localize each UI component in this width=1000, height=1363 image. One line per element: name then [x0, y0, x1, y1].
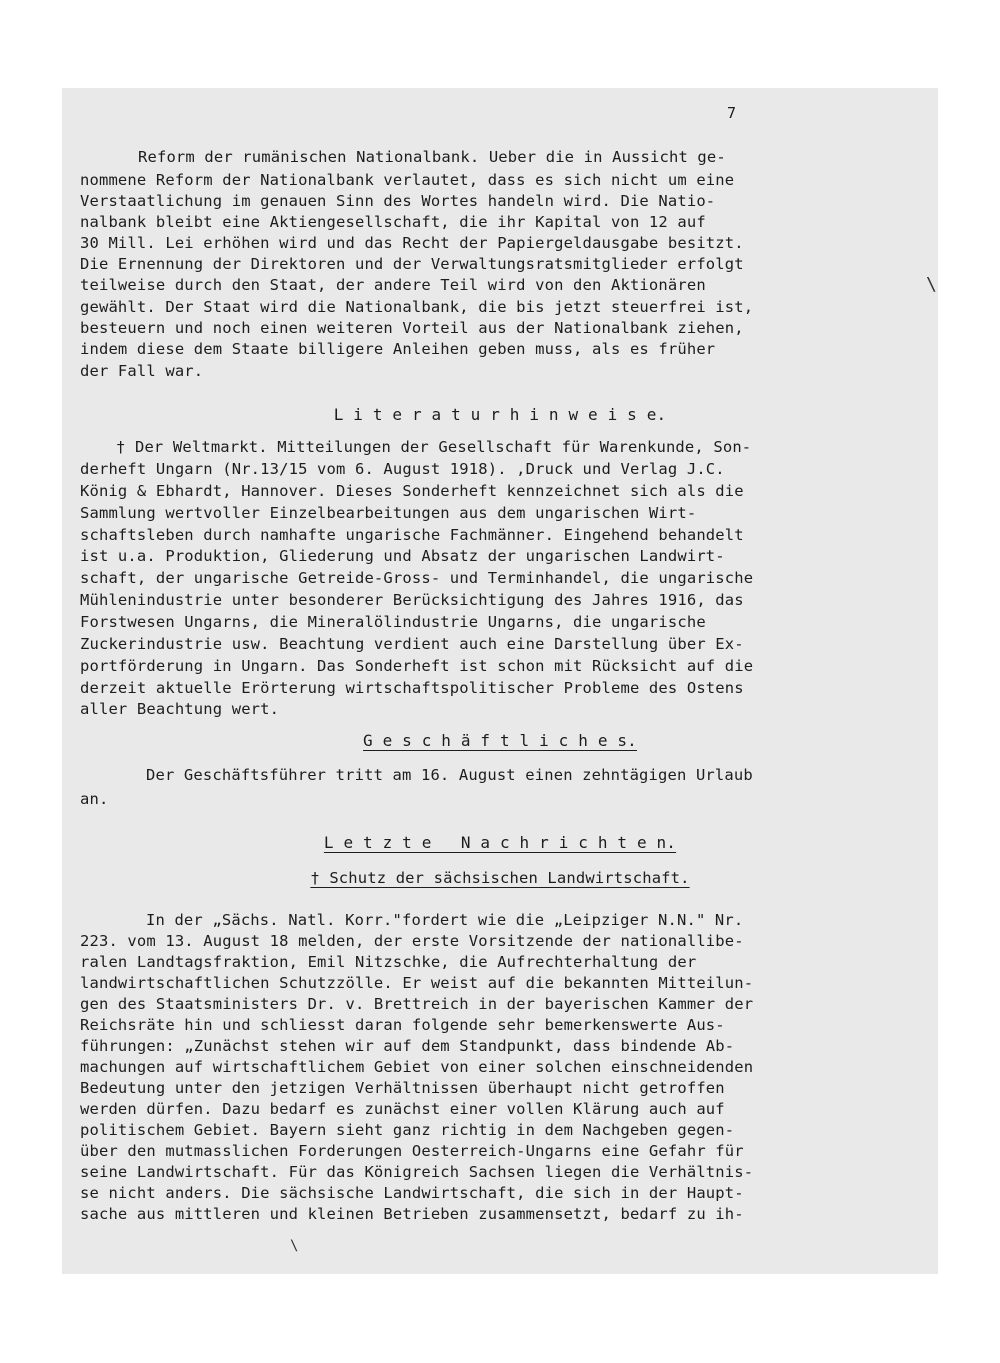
text-line: über den mutmasslichen Forderungen Oesterreich-Ungarns eine Gefahr für — [80, 1142, 744, 1160]
text-line: sache aus mittleren und kleinen Betrieben zusammensetzt, bedarf zu ih- — [80, 1205, 744, 1223]
text-line: führungen: „Zunächst stehen wir auf dem Standpunkt, dass bindende Ab- — [80, 1037, 735, 1055]
text-line: schaftsleben durch namhafte ungarische Fachmänner. Eingehend behandelt — [80, 526, 744, 544]
text-line: In der „Sächs. Natl. Korr."fordert wie die „Leipziger N.N." Nr. — [146, 911, 744, 929]
stray-mark: \ — [290, 1238, 299, 1254]
text-line: Sammlung wertvoller Einzelbearbeitungen aus dem ungarischen Wirt- — [80, 504, 697, 522]
text-line: 223. vom 13. August 18 melden, der erste Vorsitzende der nationallibe- — [80, 932, 744, 950]
text-line: nalbank bleibt eine Aktiengesellschaft, die ihr Kapital von 12 auf — [80, 213, 706, 231]
text-line: ralen Landtagsfraktion, Emil Nitzschke, die Aufrechterhaltung der — [80, 953, 697, 971]
text-line: portförderung in Ungarn. Das Sonderheft ist schon mit Rücksicht auf die — [80, 657, 754, 675]
text-line: Bedeutung unter den jetzigen Verhältnissen überhaupt nicht getroffen — [80, 1079, 725, 1097]
text-line: Die Ernennung der Direktoren und der Verwaltungsratsmitglieder erfolgt — [80, 255, 744, 273]
text-line: ist u.a. Produktion, Gliederung und Absatz der ungarischen Landwirt- — [80, 547, 725, 565]
text-line: se nicht anders. Die sächsische Landwirtschaft, die sich in der Haupt- — [80, 1184, 744, 1202]
text-line: machungen auf wirtschaftlichem Gebiet von einer solchen einschneidenden — [80, 1058, 754, 1076]
text-line: nommene Reform der Nationalbank verlautet, dass es sich nicht um eine — [80, 171, 735, 189]
text-line: seine Landwirtschaft. Für das Königreich Sachsen liegen die Verhältnis- — [80, 1163, 754, 1181]
text-line: schaft, der ungarische Getreide-Gross- und Terminhandel, die ungarische — [80, 569, 754, 587]
margin-stroke-mark: \ — [926, 274, 937, 295]
text-line: besteuern und noch einen weiteren Vorteil aus der Nationalbank ziehen, — [80, 319, 744, 337]
text-line: gewählt. Der Staat wird die Nationalbank, die bis jetzt steuerfrei ist, — [80, 298, 754, 316]
text-line: Verstaatlichung im genauen Sinn des Wortes handeln wird. Die Natio- — [80, 192, 716, 210]
section-heading: L i t e r a t u r h i n w e i s e. — [333, 405, 667, 424]
text-line: König & Ebhardt, Hannover. Dieses Sonderheft kennzeichnet sich als die — [80, 482, 744, 500]
text-line: derzeit aktuelle Erörterung wirtschaftspolitischer Probleme des Ostens — [80, 679, 744, 697]
text-line: indem diese dem Staate billigere Anleihen geben muss, als es früher — [80, 340, 716, 358]
text-line: der Fall war. — [80, 362, 204, 380]
section-heading: L e t z t e N a c h r i c h t e n. — [323, 833, 677, 852]
text-line: Der Geschäftsführer tritt am 16. August einen zehntägigen Urlaub — [146, 766, 753, 784]
article-title: † Schutz der sächsischen Landwirtschaft. — [310, 869, 690, 887]
text-line: teilweise durch den Staat, der andere Teil wird von den Aktionären — [80, 276, 706, 294]
text-line: an. — [80, 790, 109, 808]
page-number: 7 — [727, 104, 737, 122]
text-line: Zuckerindustrie usw. Beachtung verdient auch eine Darstellung über Ex- — [80, 635, 744, 653]
text-line: Mühlenindustrie unter besonderer Berücksichtigung des Jahres 1916, das — [80, 591, 744, 609]
text-line: aller Beachtung wert. — [80, 700, 280, 718]
text-line: gen des Staatsministers Dr. v. Brettreich in der bayerischen Kammer der — [80, 995, 754, 1013]
text-line: politischem Gebiet. Bayern sieht ganz richtig in dem Nachgeben gegen- — [80, 1121, 735, 1139]
text-line: Reform der rumänischen Nationalbank. Ueber die in Aussicht ge- — [138, 148, 726, 166]
text-line: Reichsräte hin und schliesst daran folgende sehr bemerkenswerte Aus- — [80, 1016, 725, 1034]
text-line: landwirtschaftlichen Schutzzölle. Er weist auf die bekannten Mitteilun- — [80, 974, 754, 992]
text-line: derheft Ungarn (Nr.13/15 vom 6. August 1918). ,Druck und Verlag J.C. — [80, 460, 725, 478]
text-line: 30 Mill. Lei erhöhen wird und das Recht der Papiergeldausgabe besitzt. — [80, 234, 744, 252]
text-line: werden dürfen. Dazu bedarf es zunächst einer vollen Klärung auch auf — [80, 1100, 725, 1118]
text-line: † Der Weltmarkt. Mitteilungen der Gesellschaft für Warenkunde, Son- — [116, 438, 752, 456]
text-line: Forstwesen Ungarns, die Mineralölindustrie Ungarns, die ungarische — [80, 613, 706, 631]
section-heading: G e s c h ä f t l i c h e s. — [363, 731, 637, 750]
